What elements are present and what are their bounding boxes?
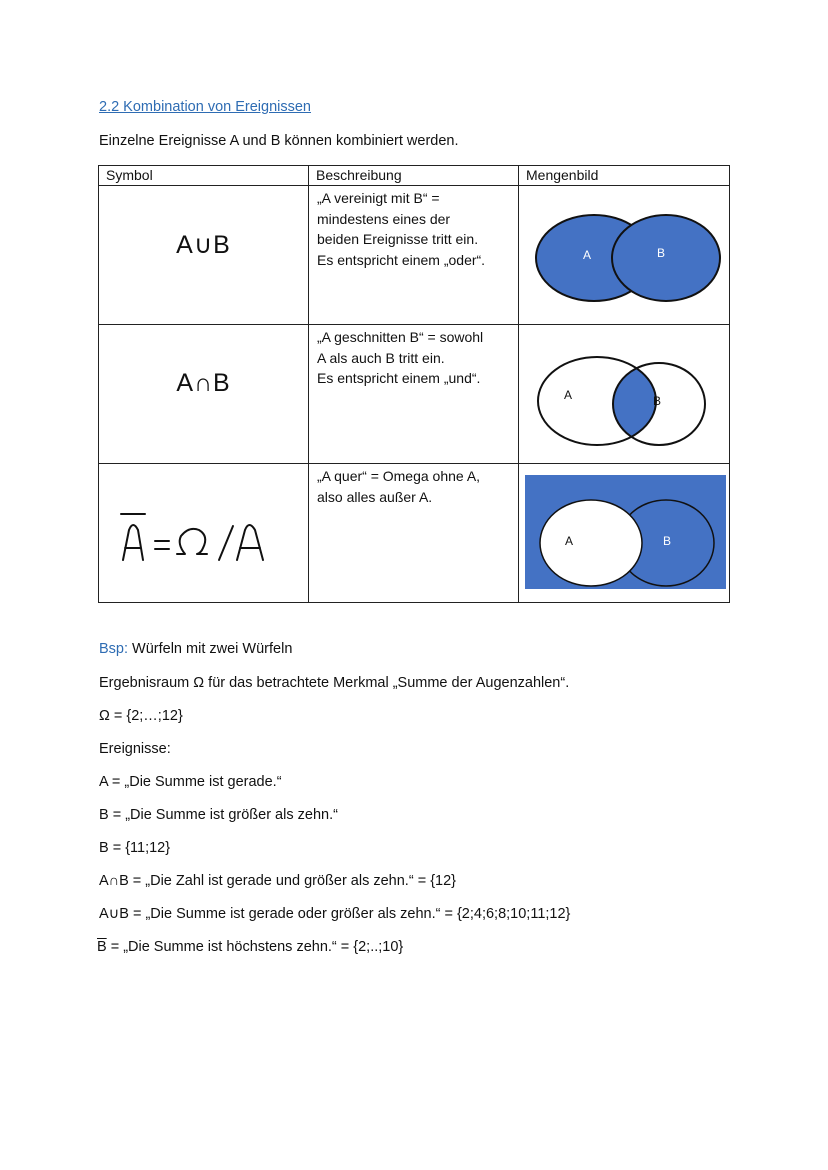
description-line: A als auch B tritt ein.: [317, 349, 445, 366]
example-line: B = „Die Summe ist größer als zehn.“: [99, 807, 338, 823]
description-line: „A vereinigt mit B“ =: [317, 190, 440, 206]
example-line: A∪B = „Die Summe ist gerade oder größer als zehn.“ = {2;4;6;8;10;11;12}: [99, 906, 571, 922]
header-symbol: Symbol: [99, 166, 309, 186]
event-combination-table: [98, 165, 730, 603]
letter-a-stroke: [237, 525, 263, 560]
table-row: [99, 186, 730, 325]
symbol-cell: [99, 325, 309, 464]
complement-b-symbol: $\overline{B}$: [97, 939, 107, 955]
diagram-cell: [519, 325, 730, 464]
example-line: A∩B = „Die Zahl ist gerade und größer als zehn.“ = {12}: [99, 873, 457, 889]
section-heading: 2.2 Kombination von Ereignissen: [99, 99, 311, 115]
description-line: Es entspricht einem „und“.: [317, 370, 481, 386]
letter-a-stroke: [123, 525, 143, 560]
circle-a: [540, 500, 642, 586]
description-line: „A geschnitten B“ = sowohl: [317, 329, 484, 345]
intro-text: Einzelne Ereignisse A und B können kombiniert werden.: [99, 133, 459, 149]
description-cell: [309, 464, 519, 603]
symbol-cell: [99, 186, 309, 325]
description-cell: [309, 325, 519, 464]
example-label: Bsp:: [99, 641, 129, 657]
union-symbol: A∪B: [176, 231, 231, 259]
symbol-cell: [99, 464, 309, 603]
equals-stroke: [155, 541, 169, 549]
venn-label-a: A: [583, 248, 592, 262]
table-header-row: [99, 166, 730, 186]
intersection-symbol: A∩B: [176, 369, 231, 397]
example-line-complement: [97, 939, 403, 955]
union-venn-diagram: [519, 186, 730, 324]
circle-b: [612, 215, 720, 301]
example-line: Ω = {2;…;12}: [99, 708, 183, 724]
header-description: Beschreibung: [309, 166, 519, 186]
complement-text: = „Die Summe ist höchstens zehn.“ = {2;..;10}: [106, 939, 404, 955]
example-line: A = „Die Summe ist gerade.“: [99, 774, 282, 790]
example-line: Ergebnisraum Ω für das betrachtete Merkmal „Summe der Augenzahlen“.: [99, 675, 570, 691]
header-diagram: Mengenbild: [519, 166, 730, 186]
description-line: also alles außer A.: [317, 488, 433, 505]
table-row: [99, 325, 730, 464]
example-title-text: Würfeln mit zwei Würfeln: [128, 641, 293, 657]
venn-label-b: B: [653, 394, 662, 408]
example-line: Ereignisse:: [99, 741, 171, 757]
venn-label-a: A: [565, 534, 574, 548]
description-line: mindestens eines der: [317, 210, 451, 227]
intersection-venn-diagram: [519, 325, 730, 463]
venn-label-a: A: [564, 388, 573, 402]
example-line: B = {11;12}: [99, 840, 171, 856]
complement-handwritten-symbol: [111, 508, 281, 568]
table-row: [99, 464, 730, 603]
venn-label-b: B: [663, 534, 672, 548]
diagram-cell: [519, 186, 730, 325]
complement-venn-diagram: [519, 464, 730, 602]
omega-stroke: [177, 529, 207, 554]
example-title: [99, 641, 292, 657]
slash-stroke: [219, 526, 233, 560]
description-line: „A quer“ = Omega ohne A,: [317, 468, 481, 484]
venn-label-b: B: [657, 246, 666, 260]
diagram-cell: [519, 464, 730, 603]
description-line: Es entspricht einem „oder“.: [317, 251, 486, 268]
description-cell: [309, 186, 519, 325]
description-line: beiden Ereignisse tritt ein.: [317, 231, 479, 247]
